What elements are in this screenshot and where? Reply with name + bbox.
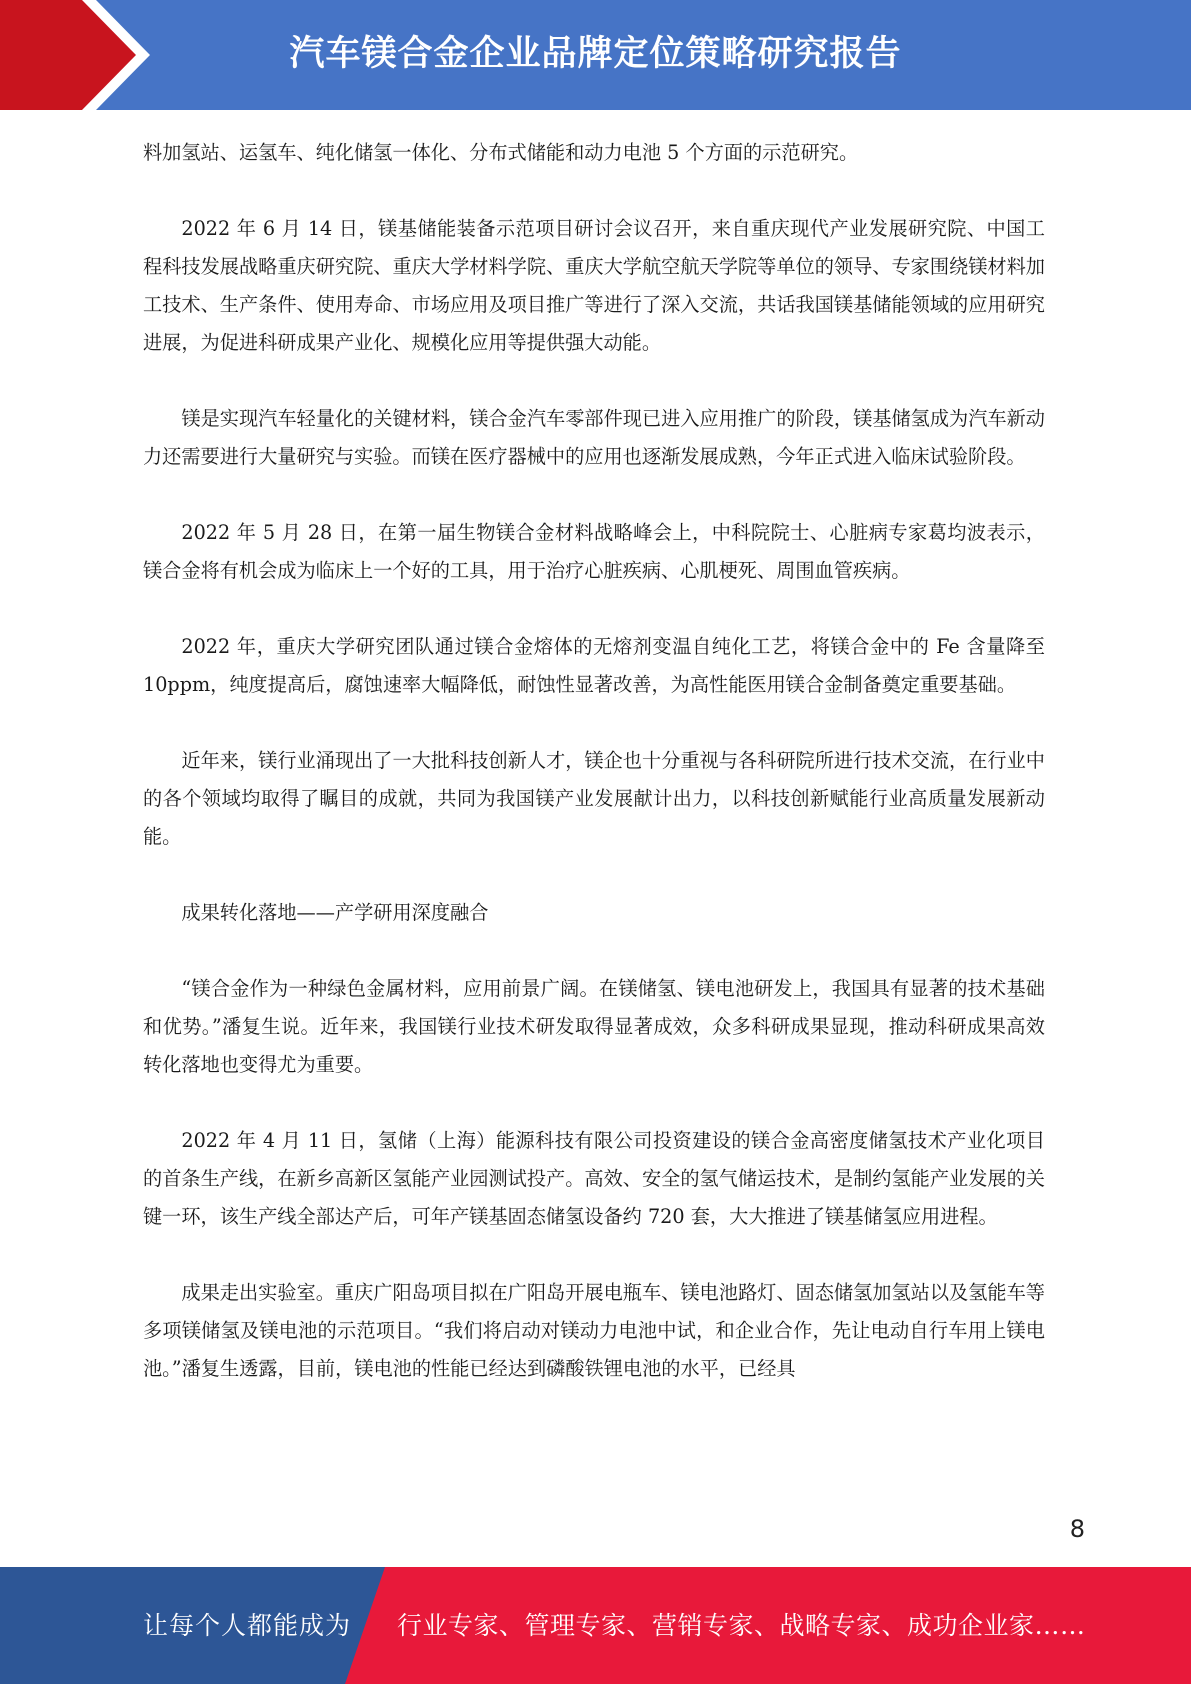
footer-slogan-right: 行业专家、管理专家、营销专家、战略专家、成功企业家…… xyxy=(397,1611,1086,1640)
footer-slogan-left: 让每个人都能成为 xyxy=(143,1611,352,1640)
paragraph: 2022 年，重庆大学研究团队通过镁合金熔体的无熔剂变温自纯化工艺，将镁合金中的 Fe 含量降至 10ppm，纯度提高后，腐蚀速率大幅降低，耐蚀性显著改善，为高性能医用镁合金制备奠定重要基础。 xyxy=(143,635,1045,696)
paragraph: 2022 年 4 月 11 日，氢储（上海）能源科技有限公司投资建设的镁合金高密度储氢技术产业化项目的首条生产线，在新乡高新区氢能产业园测试投产。高效、安全的氢气储运技术，是制约氢能产业发展的关键一环，该生产线全部达产后，可年产镁基固态储氢设备约 720 套，大大推进了镁基储氢应用进程。 xyxy=(143,1129,1045,1228)
page-number: 8 xyxy=(1069,1515,1085,1543)
paragraph: 镁是实现汽车轻量化的关键材料，镁合金汽车零部件现已进入应用推广的阶段，镁基储氢成为汽车新动力还需要进行大量研究与实验。而镁在医疗器械中的应用也逐渐发展成熟，今年正式进入临床试验阶段。 xyxy=(143,407,1045,468)
paragraph: “镁合金作为一种绿色金属材料，应用前景广阔。在镁储氢、镁电池研发上，我国具有显著的技术基础和优势。”潘复生说。近年来，我国镁行业技术研发取得显著成效，众多科研成果显现，推动科研成果高效转化落地也变得尤为重要。 xyxy=(143,977,1045,1076)
header-chevron-icon xyxy=(0,0,140,110)
paragraph: 成果走出实验室。重庆广阳岛项目拟在广阳岛开展电瓶车、镁电池路灯、固态储氢加氢站以及氢能车等多项镁储氢及镁电池的示范项目。“我们将启动对镁动力电池中试，和企业合作，先让电动自行车用上镁电池。”潘复生透露，目前，镁电池的性能已经达到磷酸铁锂电池的水平，已经具 xyxy=(143,1281,1045,1380)
paragraph: 2022 年 5 月 28 日，在第一届生物镁合金材料战略峰会上，中科院院士、心脏病专家葛均波表示，镁合金将有机会成为临床上一个好的工具，用于治疗心脏疾病、心肌梗死、周围血管疾病。 xyxy=(143,521,1045,582)
section-heading: 成果转化落地——产学研用深度融合 xyxy=(181,901,489,924)
page-header xyxy=(0,0,1191,110)
page-footer xyxy=(0,1567,1191,1684)
paragraph: 料加氢站、运氢车、纯化储氢一体化、分布式储能和动力电池 5 个方面的示范研究。 xyxy=(143,141,859,164)
report-body xyxy=(143,134,1045,1426)
report-title: 汽车镁合金企业品牌定位策略研究报告 xyxy=(289,34,902,74)
paragraph: 近年来，镁行业涌现出了一大批科技创新人才，镁企也十分重视与各科研院所进行技术交流，在行业中的各个领域均取得了瞩目的成就，共同为我国镁产业发展献计出力，以科技创新赋能行业高质量发展新动能。 xyxy=(143,749,1045,848)
paragraph: 2022 年 6 月 14 日，镁基储能装备示范项目研讨会议召开，来自重庆现代产业发展研究院、中国工程科技发展战略重庆研究院、重庆大学材料学院、重庆大学航空航天学院等单位的领导、专家围绕镁材料加工技术、生产条件、使用寿命、市场应用及项目推广等进行了深入交流，共话我国镁基储能领域的应用研究进展，为促进科研成果产业化、规模化应用等提供强大动能。 xyxy=(143,217,1045,354)
